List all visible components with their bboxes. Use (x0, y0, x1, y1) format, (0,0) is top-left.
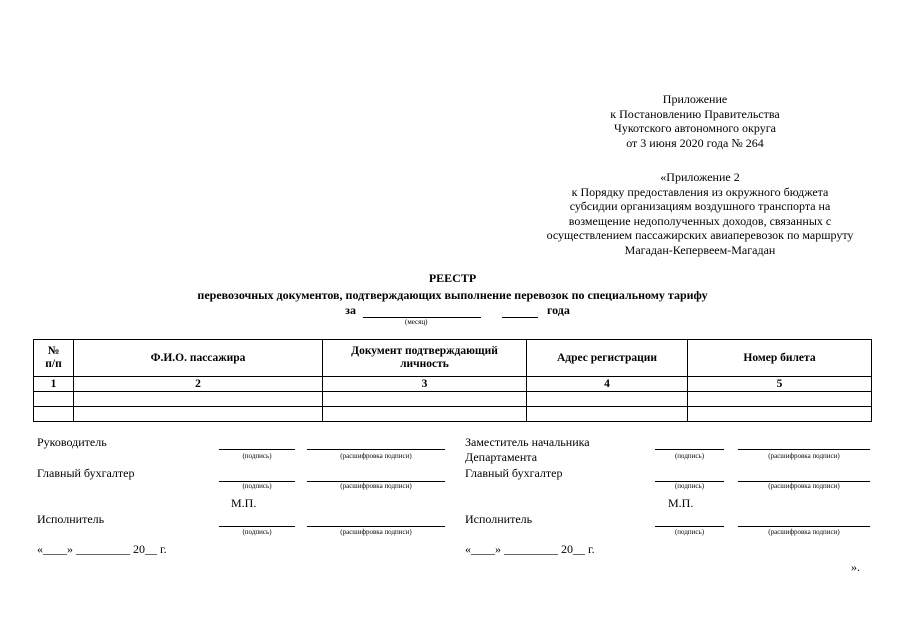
appendix-line: Приложение (662, 92, 728, 106)
executor-decode-line (307, 514, 445, 527)
stamp-place: М.П. (231, 496, 257, 510)
appendix-2-line: осуществлением пассажирских авиаперевозок по маршруту (546, 228, 854, 243)
executor-signature-line (655, 514, 724, 527)
table-cell (688, 407, 872, 422)
executor-decode-line (738, 514, 870, 527)
header-text: личность (400, 358, 449, 370)
accountant-decode-line (738, 469, 870, 482)
table-cell (688, 392, 872, 407)
decode-caption: (расшифровка подписи) (340, 452, 412, 460)
document-title: РЕЕСТР (428, 271, 477, 285)
appendix-2-line: субсидии организациям воздушного транспорта на (569, 199, 831, 214)
table-header-row (34, 340, 872, 377)
registry-table (33, 339, 872, 422)
stamp-place: М.П. (668, 496, 694, 510)
signature-caption: (подпись) (674, 452, 705, 460)
decode-caption: (расшифровка подписи) (768, 452, 840, 460)
chief-accountant-label: Главный бухгалтер (465, 466, 563, 480)
department-label: Департамента (465, 450, 538, 464)
table-cell (74, 392, 323, 407)
deputy-decode-line (738, 437, 870, 450)
column-number: 2 (74, 377, 323, 392)
chief-accountant-label: Главный бухгалтер (37, 466, 135, 480)
column-header-ticket-number: Номер билета (688, 340, 872, 377)
signature-caption: (подпись) (242, 528, 272, 536)
decode-caption: (расшифровка подписи) (340, 482, 412, 490)
year-blank (502, 305, 538, 318)
table-cell (323, 392, 527, 407)
decode-caption: (расшифровка подписи) (768, 482, 840, 490)
signature-caption: (подпись) (242, 482, 272, 490)
decode-caption: (расшифровка подписи) (768, 528, 840, 536)
deputy-head-label: Заместитель начальника (465, 435, 590, 449)
table-cell (527, 407, 688, 422)
date-line: «____» _________ 20__ г. (37, 542, 167, 556)
column-header-passenger-name: Ф.И.О. пассажира (74, 340, 323, 377)
appendix-line: от 3 июня 2020 года № 264 (626, 135, 764, 150)
document-subtitle: перевозочных документов, подтверждающих выполнение перевозок по специальному тарифу (197, 288, 708, 302)
table-cell (323, 407, 527, 422)
decode-caption: (расшифровка подписи) (340, 528, 412, 536)
column-header-id-document (323, 340, 527, 377)
table-cell (34, 392, 74, 407)
period-prefix: за (345, 303, 356, 317)
accountant-decode-line (307, 469, 445, 482)
appendix-block (560, 92, 830, 150)
header-text: п/п (45, 358, 62, 370)
column-number: 3 (323, 377, 527, 392)
head-label: Руководитель (37, 435, 107, 449)
appendix-2-line: к Порядку предоставления из окружного бюджета (571, 184, 829, 199)
accountant-signature-line (219, 469, 295, 482)
signature-caption: (подпись) (674, 482, 705, 490)
appendix-2-line: возмещение недополученных доходов, связанных с (568, 213, 832, 228)
accountant-signature-line (655, 469, 724, 482)
signature-caption: (подпись) (674, 528, 705, 536)
table-cell (527, 392, 688, 407)
header-text: Документ подтверждающий (351, 345, 498, 357)
column-number: 5 (688, 377, 872, 392)
header-text: № (47, 345, 60, 357)
month-caption: (месяц) (405, 318, 428, 326)
head-decode-line (307, 437, 445, 450)
table-cell (34, 407, 74, 422)
appendix-line: Чукотского автономного округа (614, 121, 776, 136)
appendix-2-line: «Приложение 2 (660, 170, 740, 184)
closing-quote: ». (851, 560, 860, 574)
column-number-row (34, 377, 872, 392)
date-line: «____» _________ 20__ г. (465, 542, 595, 556)
executor-label: Исполнитель (465, 512, 533, 526)
month-blank (363, 305, 481, 318)
head-signature-line (219, 437, 295, 450)
period-line (300, 303, 660, 318)
table-row (34, 407, 872, 422)
table-cell (74, 407, 323, 422)
period-suffix: года (547, 303, 570, 317)
deputy-signature-line (655, 437, 724, 450)
signature-caption: (подпись) (242, 452, 272, 460)
executor-signature-line (219, 514, 295, 527)
table-row (34, 392, 872, 407)
appendix-2-line: Магадан-Кепервеем-Магадан (624, 242, 776, 257)
column-number: 1 (34, 377, 74, 392)
appendix-2-block (520, 170, 880, 258)
appendix-line: к Постановлению Правительства (610, 106, 780, 121)
column-number: 4 (527, 377, 688, 392)
column-header-number (34, 340, 74, 377)
executor-label: Исполнитель (37, 512, 105, 526)
column-header-registration-address: Адрес регистрации (527, 340, 688, 377)
